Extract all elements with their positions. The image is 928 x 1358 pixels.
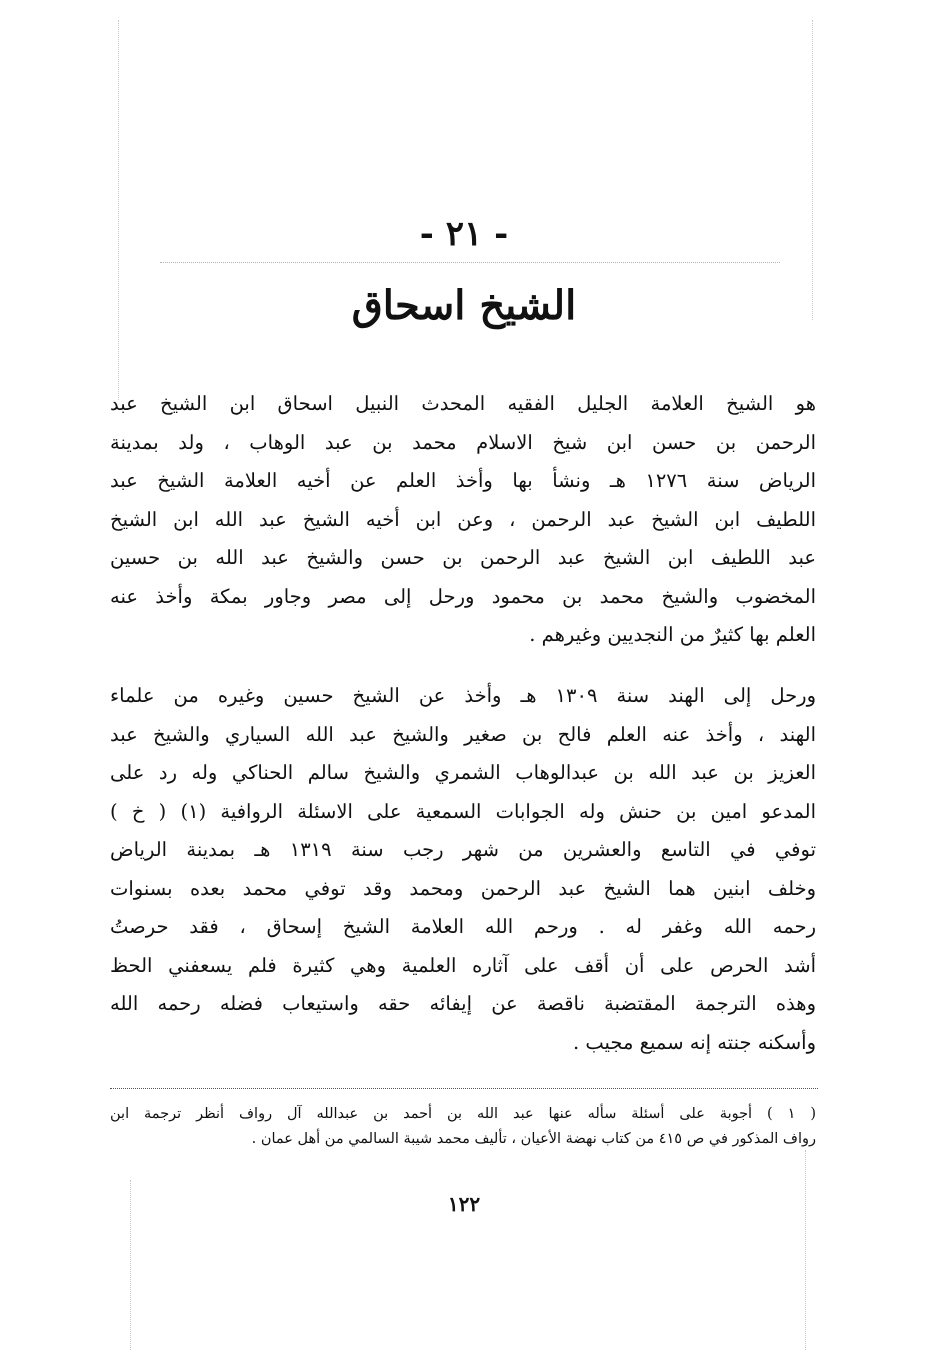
text-line: أشد الحرص على أن أقف على آثاره العلمية وهي كثيرة فلم يسعفني الحظ xyxy=(110,953,816,977)
text-line: اللطيف ابن الشيخ عبد الرحمن ، وعن ابن أخيه الشيخ عبد الله ابن الشيخ xyxy=(110,507,816,531)
text-line: الرحمن بن حسن ابن شيخ الاسلام محمد بن عبد الوهاب ، ولد بمدينة xyxy=(110,430,816,454)
biography-paragraph-2 xyxy=(110,677,816,1062)
scan-artifact xyxy=(118,20,119,400)
footnote-divider xyxy=(110,1088,818,1089)
text-line: ورحل إلى الهند سنة ١٣٠٩ هـ وأخذ عن الشيخ حسين وغيره من علماء xyxy=(110,684,816,707)
text-line: وأسكنه جنته إنه سميع مجيب . xyxy=(573,1030,816,1054)
biography-paragraph-1 xyxy=(110,385,816,655)
page-title: الشيخ اسحاق xyxy=(351,282,577,329)
scan-artifact xyxy=(805,1150,806,1350)
footnote-line: ( ١ ) أجوبة على أسئلة سأله عنها عبد الله بن أحمد بن عبدالله آل رواف أنظر ترجمة ابن xyxy=(110,1106,816,1122)
text-line: توفي في التاسع والعشرين من شهر رجب سنة ١٣١٩ هـ بمدينة الرياض xyxy=(110,838,817,861)
chapter-marker: - ٢١ - xyxy=(419,214,509,254)
text-line: العزيز بن عبد الله بن عبدالوهاب الشمري والشيخ سالم الحناكي وله رد على xyxy=(110,761,816,784)
scan-artifact xyxy=(812,20,813,320)
text-line: عبد اللطيف ابن الشيخ عبد الرحمن بن حسن والشيخ عبد الله بن حسين xyxy=(110,546,816,569)
text-line: رحمه الله وغفر له . ورحم الله العلامة الشيخ إسحاق ، فقد حرصتُ xyxy=(110,915,816,938)
text-line: وخلف ابنين هما الشيخ عبد الرحمن ومحمد وقد توفي محمد بعده بسنوات xyxy=(110,876,816,900)
page-number: ١٢٢ xyxy=(447,1192,481,1216)
text-line: المخضوب والشيخ محمد بن محمود ورحل إلى مصر وجاور بمكة وأخذ عنه xyxy=(110,584,816,608)
text-line: الهند ، وأخذ عنه العلم فالح بن صغير والشيخ عبد الله السياري والشيخ عبد xyxy=(110,722,816,746)
header-divider xyxy=(160,262,780,263)
text-line: العلم بها كثيرٌ من النجديين وغيرهم . xyxy=(529,623,816,646)
footnote-line: رواف المذكور في ص ٤١٥ من كتاب نهضة الأعيان ، تأليف محمد شيبة السالمي من أهل عمان . xyxy=(251,1131,816,1147)
text-line: وهذه الترجمة المقتضبة ناقصة عن إيفائه حقه واستيعاب فضله رحمه الله xyxy=(110,992,816,1015)
footnote xyxy=(110,1102,816,1152)
text-line: هو الشيخ العلامة الجليل الفقيه المحدث النبيل اسحاق ابن الشيخ عبد xyxy=(110,392,816,415)
text-line: المدعو امين بن حنش وله الجوابات السمعية على الاسئلة الروافية (١) ( خ ) xyxy=(110,799,816,823)
text-line: الرياض سنة ١٢٧٦ هـ ونشأ بها وأخذ العلم عن أخيه العلامة الشيخ عبد xyxy=(110,469,816,492)
